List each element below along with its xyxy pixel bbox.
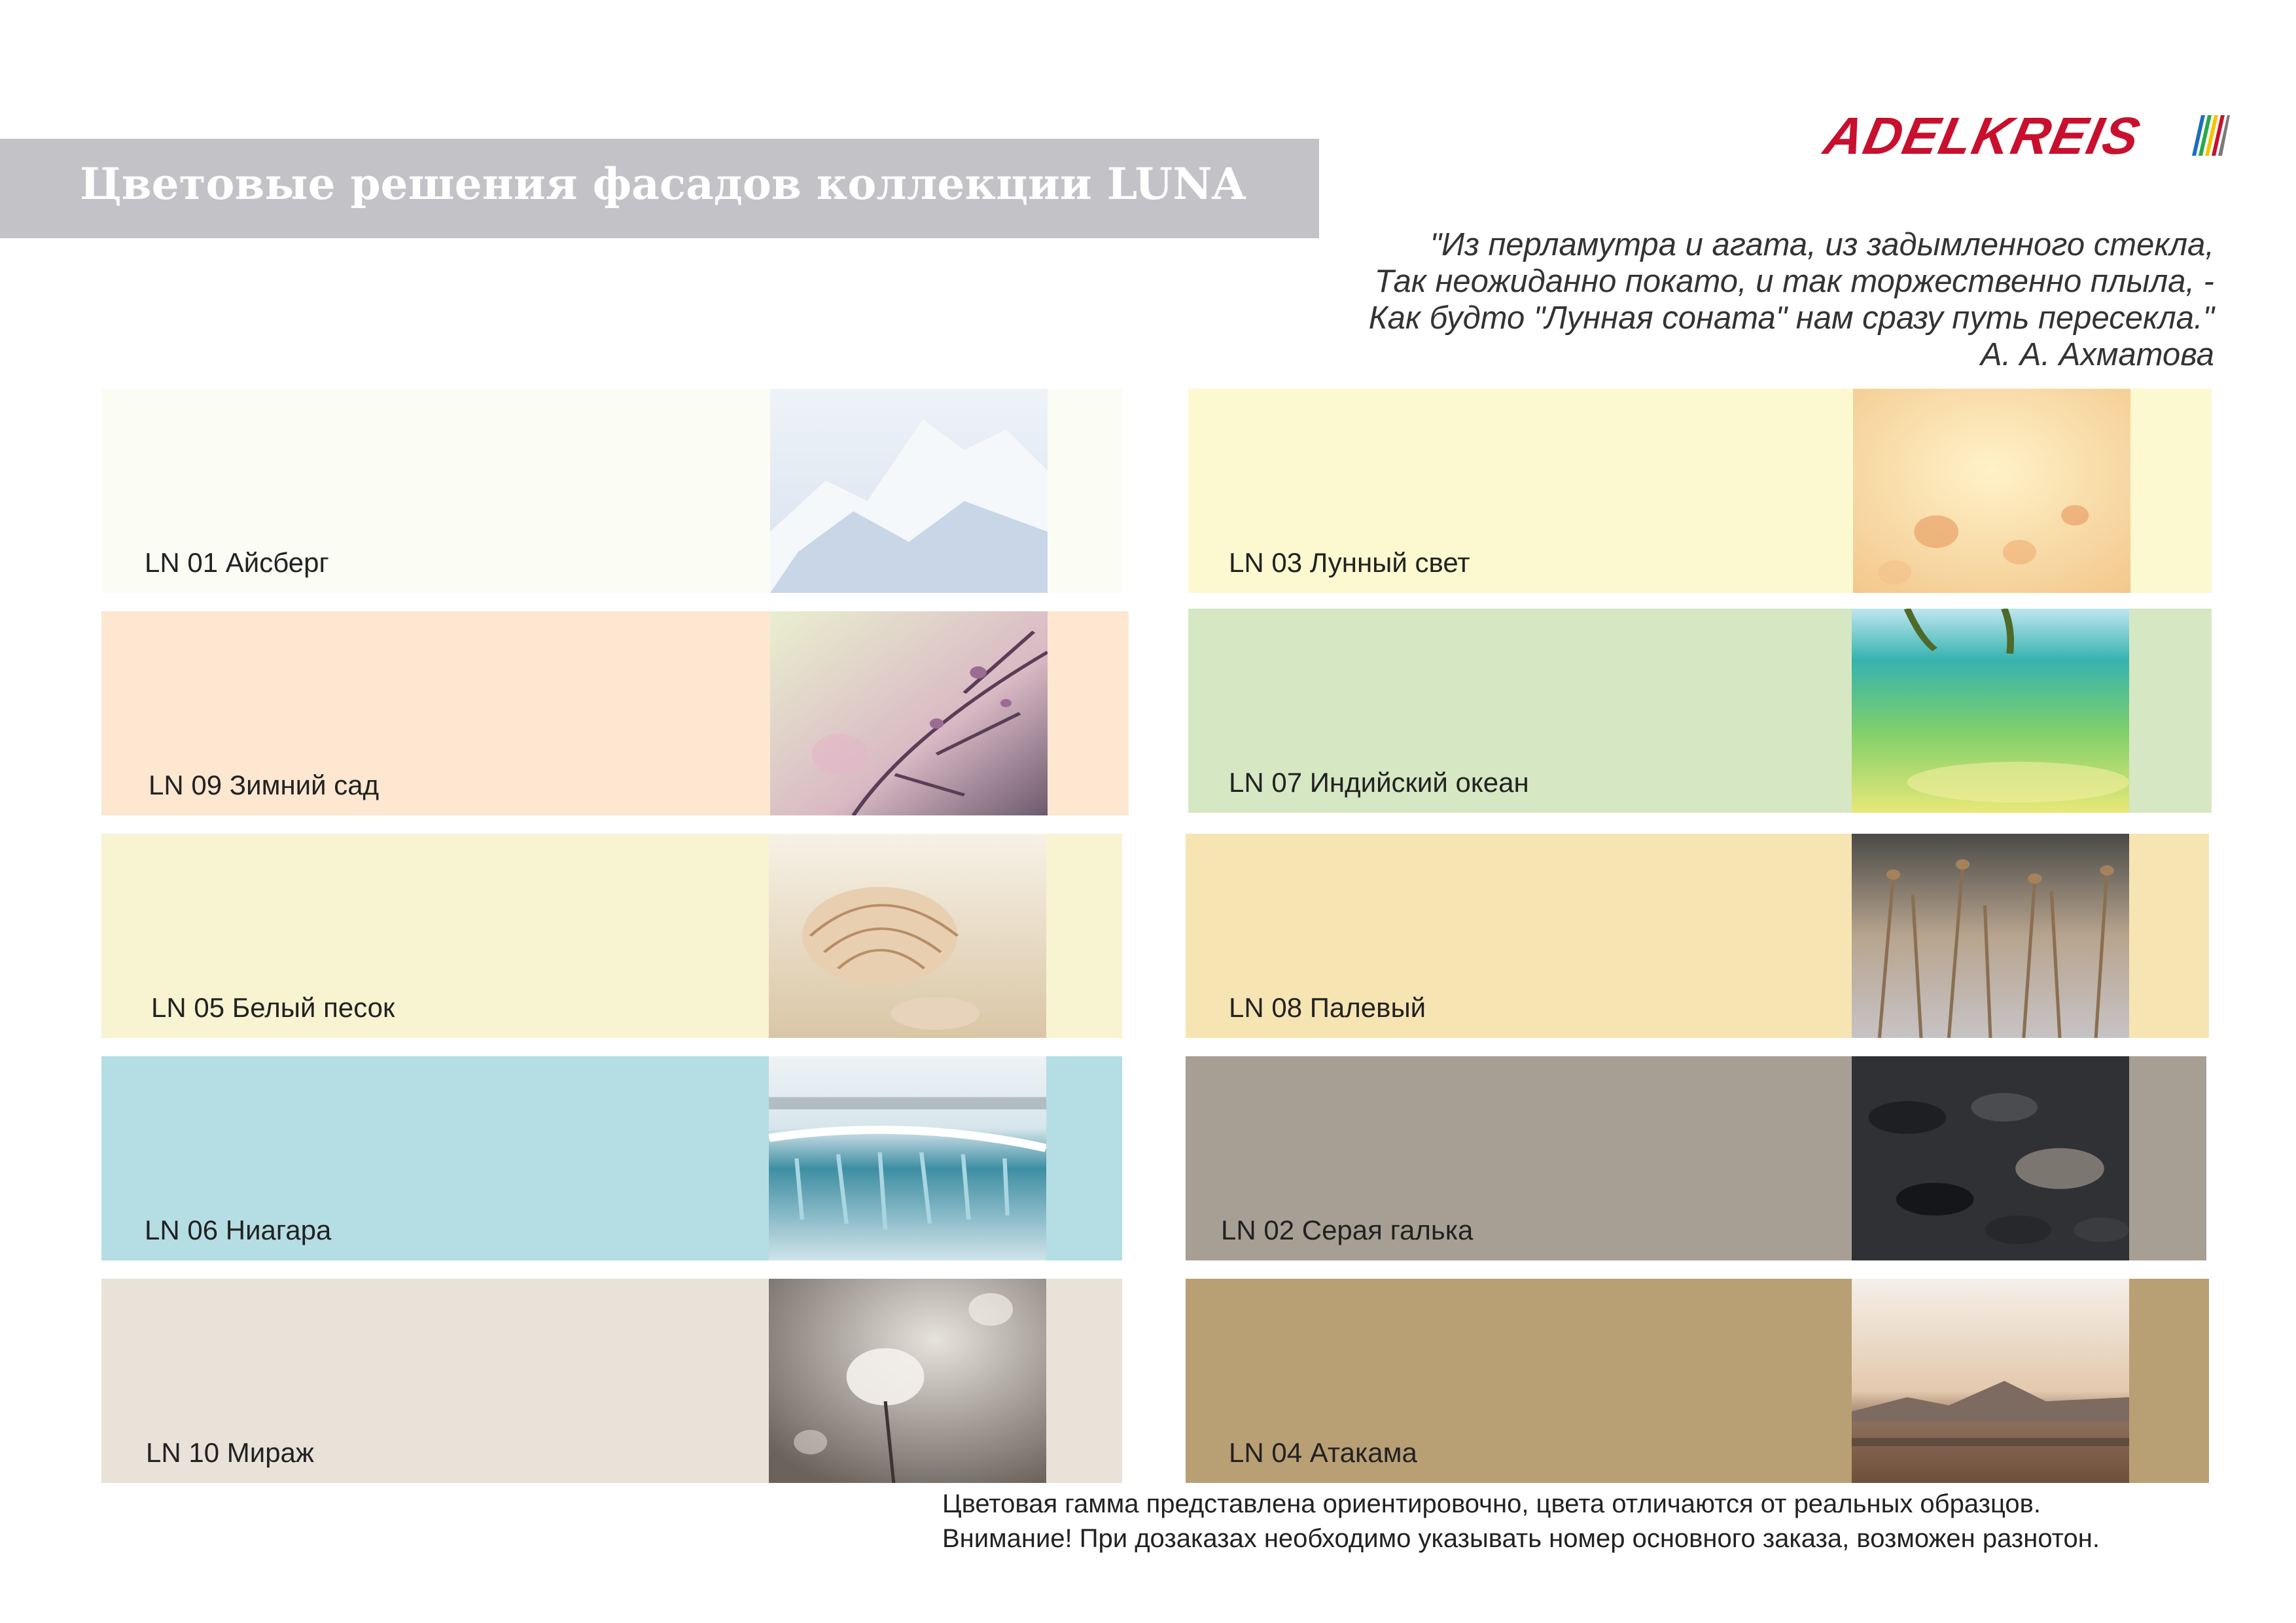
mirage-photo xyxy=(769,1279,1046,1483)
swatch-label: LN 10 Мираж xyxy=(146,1437,315,1468)
swatch-ln04 xyxy=(1186,1279,2209,1483)
brand-logo xyxy=(1819,107,2231,165)
swatch-ln10 xyxy=(101,1279,1122,1483)
swatch-ln01 xyxy=(101,389,1122,593)
swatch-ln08 xyxy=(1186,834,2209,1038)
quote-author: А. А. Ахматова xyxy=(1980,337,2214,372)
moonlight-photo xyxy=(1853,389,2130,593)
disclaimer-line: Цветовая гамма представлена ориентировочно, цвета отличаются от реальных образцов. xyxy=(942,1489,2041,1518)
swatch-label: LN 07 Индийский океан xyxy=(1229,767,1529,798)
swatch-label: LN 06 Ниагара xyxy=(145,1215,332,1245)
swatch-label: LN 03 Лунный свет xyxy=(1229,547,1470,578)
disclaimer xyxy=(942,1487,2100,1556)
swatch-label: LN 01 Айсберг xyxy=(145,547,329,578)
swatch-ln03 xyxy=(1188,389,2212,593)
quote-line: "Из перламутра и агата, из задымленного стекла, xyxy=(1430,227,2214,262)
swatch-label: LN 08 Палевый xyxy=(1229,992,1426,1023)
title-banner xyxy=(0,139,1319,238)
swatch-ln02 xyxy=(1186,1056,2206,1260)
swatch-label: LN 05 Белый песок xyxy=(151,992,395,1023)
white-sand-photo xyxy=(769,834,1046,1038)
page-title: Цветовые решения фасадов коллекции LUNA xyxy=(80,158,1246,209)
swatch-label: LN 02 Серая галька xyxy=(1221,1215,1474,1245)
disclaimer-line: Внимание! При дозаказах необходимо указывать номер основного заказа, возможен разнотон. xyxy=(942,1524,2100,1553)
quote-line: Так неожиданно покато, и так торжественно плыла, - xyxy=(1374,264,2214,299)
swatch-ln05 xyxy=(101,834,1122,1038)
iceberg-photo xyxy=(770,389,1048,593)
indian-ocean-photo xyxy=(1852,609,2129,813)
swatch-label: LN 09 Зимний сад xyxy=(149,770,380,800)
niagara-photo xyxy=(769,1056,1046,1260)
quote-line: Как будто "Лунная соната" нам сразу путь пересекла." xyxy=(1368,300,2214,336)
swatch-ln07 xyxy=(1188,609,2212,813)
gray-pebble-photo xyxy=(1852,1056,2129,1260)
atacama-photo xyxy=(1852,1279,2129,1483)
swatch-ln09 xyxy=(101,611,1129,815)
poem-quote xyxy=(1233,226,2214,373)
winter-garden-photo xyxy=(770,611,1048,815)
swatch-ln06 xyxy=(101,1056,1122,1260)
dry-grass-photo xyxy=(1852,834,2129,1038)
swatch-label: LN 04 Атакама xyxy=(1229,1437,1417,1468)
brand-name: ADELKREIS xyxy=(1819,107,2146,165)
brand-stripes-icon xyxy=(2192,115,2230,156)
